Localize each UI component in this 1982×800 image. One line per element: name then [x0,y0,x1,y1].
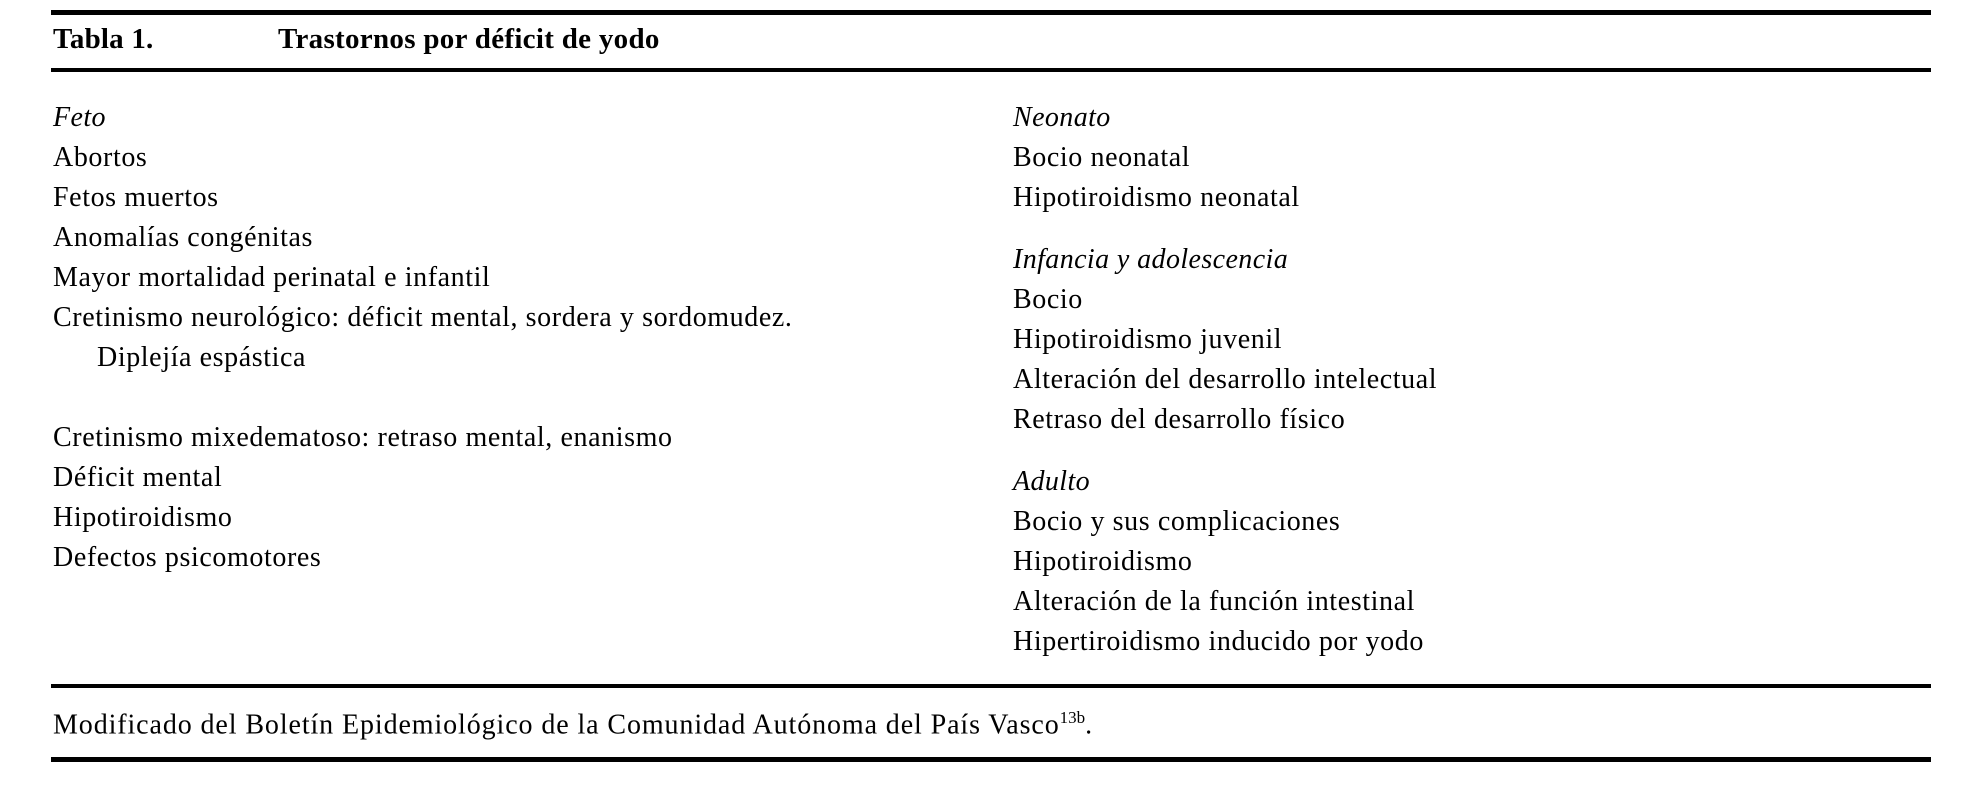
list-item: Neonato [1013,102,1111,133]
footnote-text: Modificado del Boletín Epidemiológico de la Comunidad Autónoma del País Vasco [53,709,1060,741]
list-item: Diplejía espástica [97,342,307,373]
footnote-row [51,688,1931,757]
list-item: Hipotiroidismo neonatal [1013,182,1300,213]
list-item: Retraso del desarrollo físico [1013,404,1346,435]
list-item: Adulto [1013,466,1091,497]
list-item: Infancia y adolescencia [1013,244,1289,275]
list-item: Cretinismo neurológico: déficit mental, sordera y sordomudez. [53,302,793,333]
list-item: Bocio neonatal [1013,142,1191,173]
footnote-suffix: . [1085,709,1094,741]
page-title: Trastornos por déficit de yodo [278,23,660,55]
table-body [51,72,1931,684]
list-item-spacer [53,378,991,418]
list-item: Déficit mental [53,462,223,493]
list-item: Alteración del desarrollo intelectual [1013,364,1438,395]
column-left [53,98,991,662]
list-item: Anomalías congénitas [53,222,314,253]
list-item: Alteración de la función intestinal [1013,586,1415,617]
table-caption [51,15,1931,68]
list-item: Bocio y sus complicaciones [1013,506,1341,537]
table-number: Tabla 1. [53,23,154,55]
list-item: Hipotiroidismo juvenil [1013,324,1283,355]
list-item: Hipotiroidismo [53,502,233,533]
table-container [51,0,1931,762]
list-item: Defectos psicomotores [53,542,322,573]
footnote-superscript: 13b [1059,708,1086,727]
list-item: Cretinismo mixedematoso: retraso mental, enanismo [53,422,673,453]
list-item: Bocio [1013,284,1083,315]
list-item: Feto [53,102,106,133]
list-item: Hipotiroidismo [1013,546,1193,577]
footnote [53,700,1929,743]
list-item: Abortos [53,142,148,173]
list-item: Mayor mortalidad perinatal e infantil [53,262,491,293]
list-item: Hipertiroidismo inducido por yodo [1013,626,1424,657]
bottom-rule [51,757,1931,762]
column-right [991,98,1929,662]
list-item: Fetos muertos [53,182,219,213]
